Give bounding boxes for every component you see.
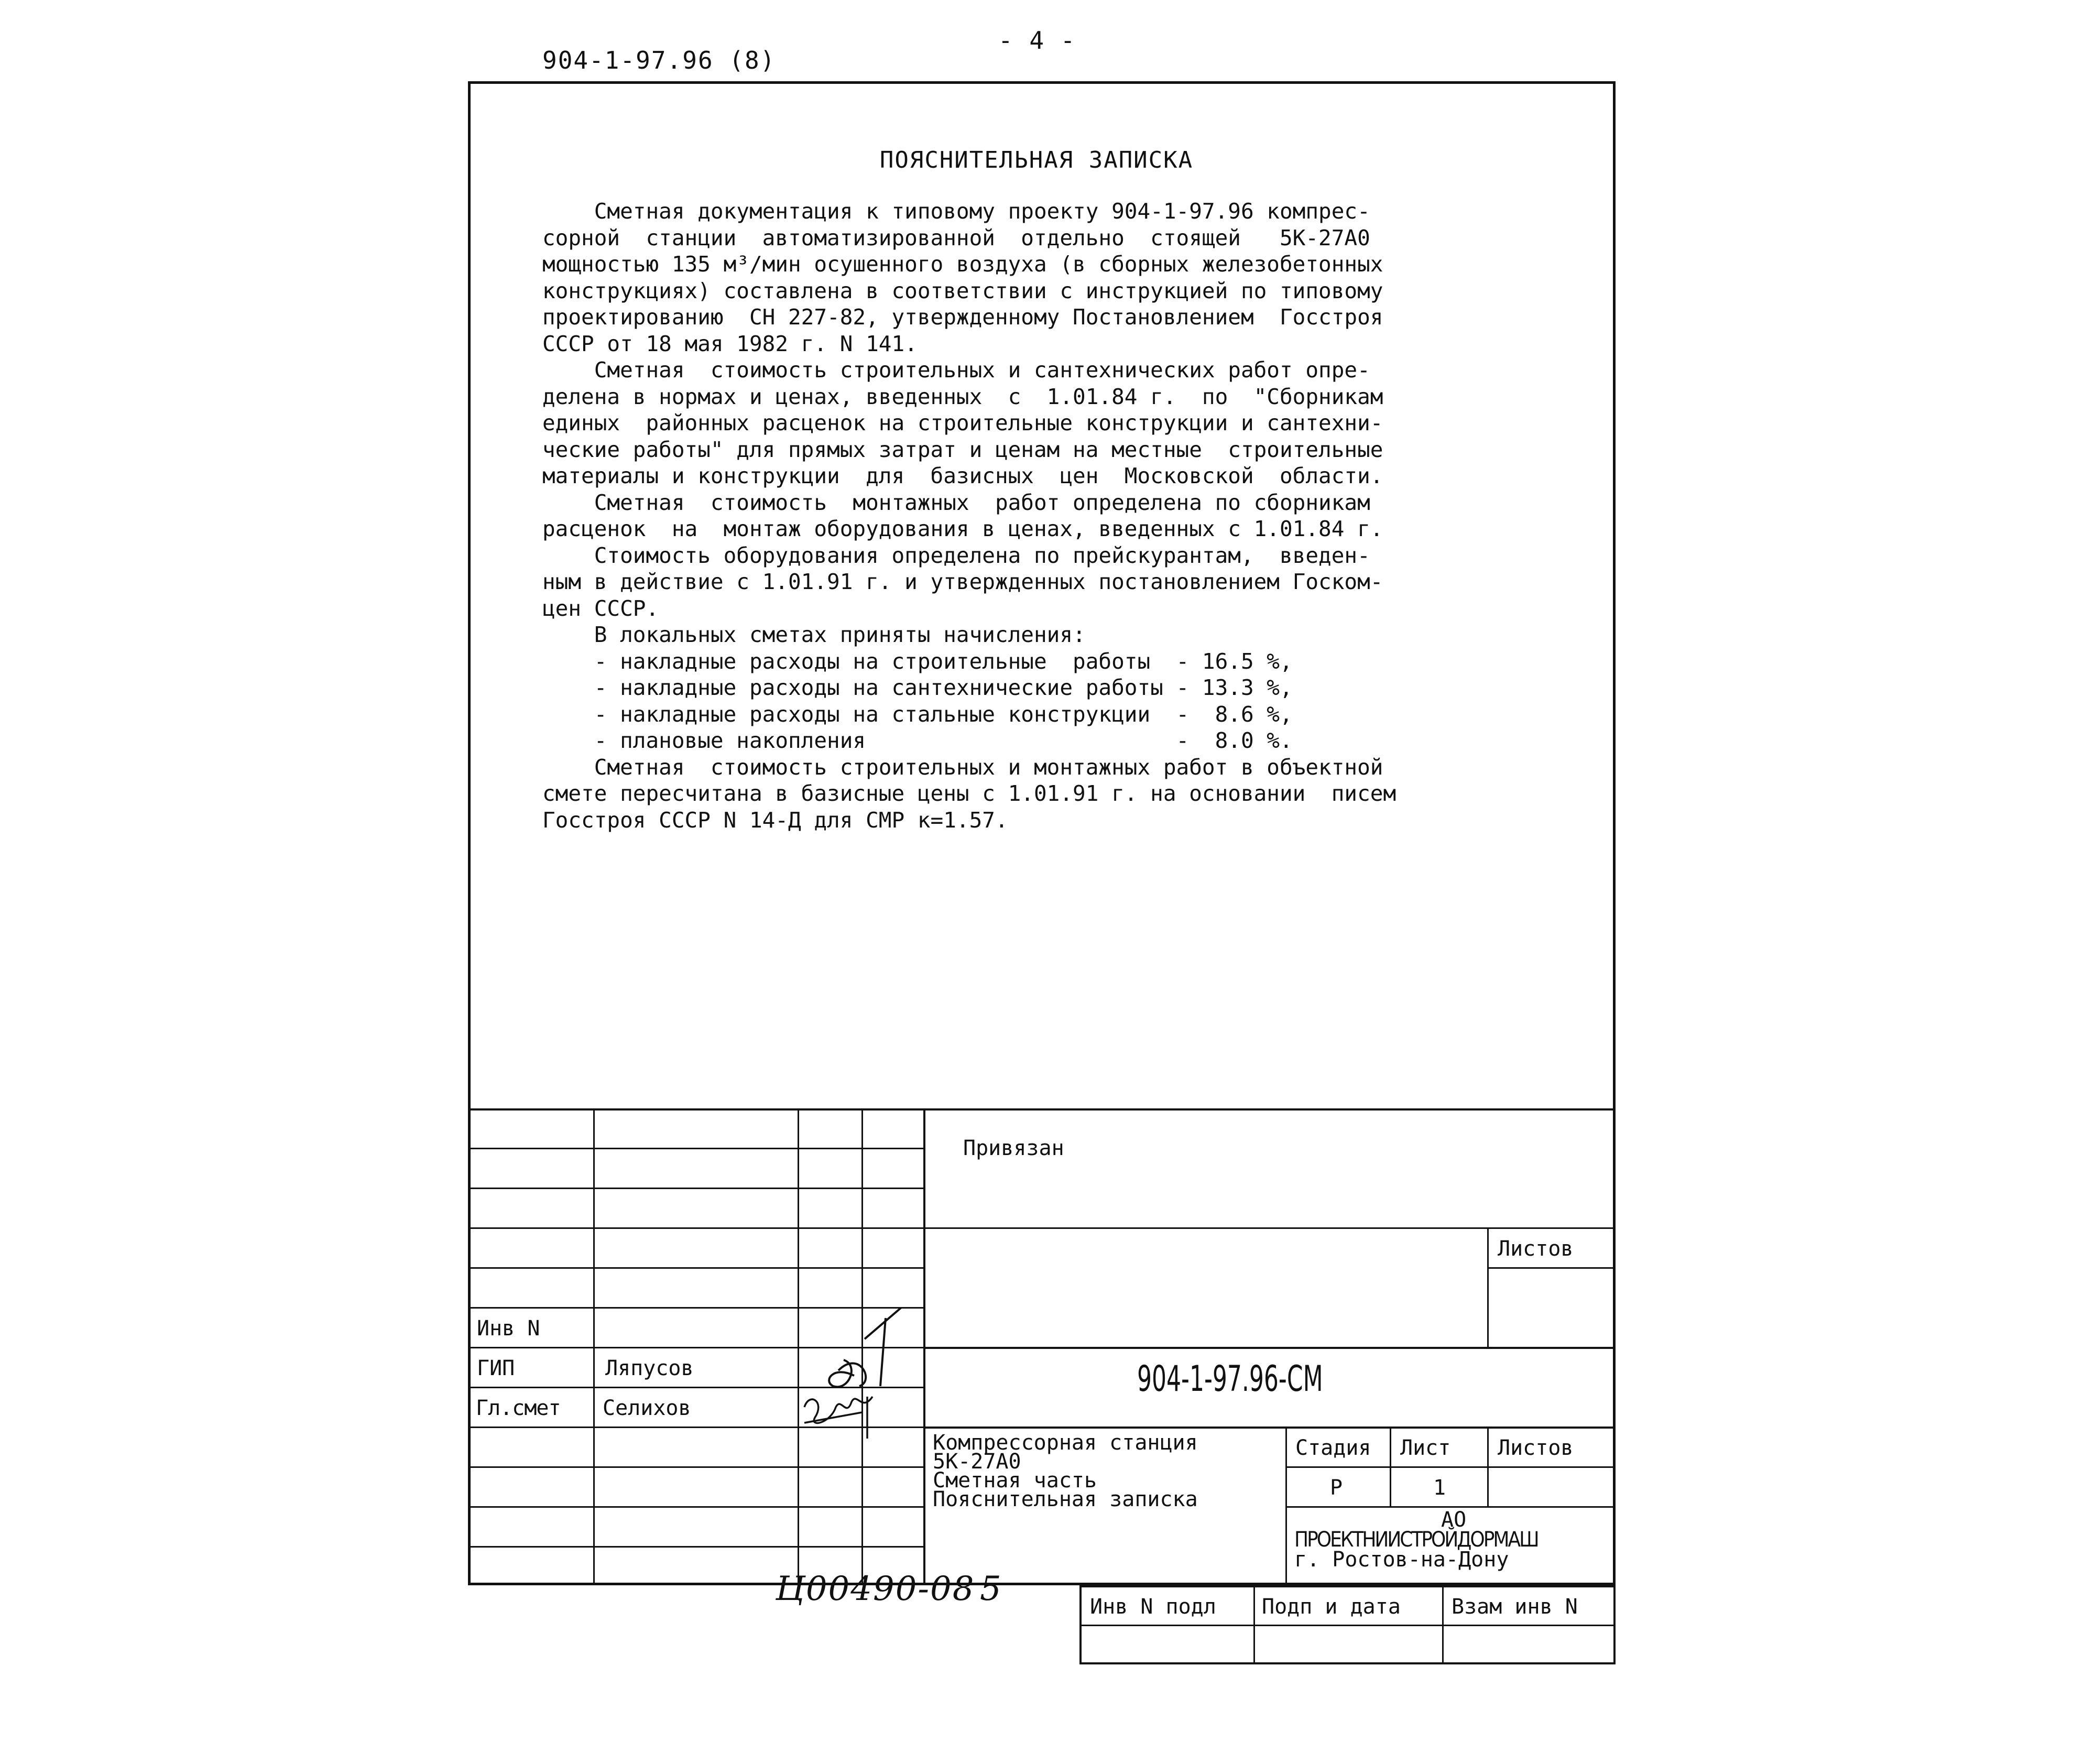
stamp-row-line [468,1227,924,1229]
body-line: - накладные расходы на сантехнические работы - 13.3 %, [542,675,1293,700]
stamp-col-line [1487,1427,1489,1507]
inv-block-line [1613,1585,1616,1664]
sheet-count-handwritten: 5 [980,1570,1001,1608]
object-name-line: Пояснительная записка [933,1487,1198,1511]
body-line: единых районных расценок на строительные конструкции и сантехни- [542,410,1383,435]
body-line: ческие работы" для прямых затрат и ценам на местные строительные [542,437,1383,462]
body-line: Сметная стоимость строительных и монтажных работ в объектной [542,754,1383,780]
body-line: В локальных сметах приняты начисления: [542,622,1086,647]
organization-line: АО [1441,1508,1467,1532]
inv-block-line [1079,1662,1616,1664]
stamp-row-line [468,1267,924,1269]
document-designation: 904-1-97.96-СМ [1137,1358,1323,1400]
organization-city: г. Ростов-на-Дону [1294,1548,1509,1572]
inventory-original-label: Инв N подл [1090,1595,1216,1619]
chief-engineer-name: Ляпусов [605,1356,694,1380]
body-line: смете пересчитана в базисные цены с 1.01.91 г. на основании писем [542,781,1396,806]
body-line: делена в нормах и ценах, введенных с 1.01.84 г. по "Сборникам [542,384,1383,409]
signature-glsmet [799,1386,878,1439]
stamp-row-line [923,1347,1616,1349]
stamp-row-line [1487,1267,1616,1269]
body-line: СССР от 18 мая 1982 г. N 141. [542,331,918,356]
stamp-col-line [1487,1227,1489,1348]
inv-block-line [1253,1585,1255,1664]
body-line: цен СССР. [542,595,659,621]
object-name-line: Сметная часть [933,1468,1097,1493]
body-line: конструкциях) составлена в соответствии с инструкцией по типовому [542,278,1383,303]
document-number: 904-1-97.96 (8) [542,46,776,74]
sheets-total-label: Листов [1498,1436,1574,1460]
stamp-row-line [468,1466,924,1468]
inv-block-line [1079,1625,1616,1626]
body-line: сорной станции автоматизированной отдельно стоящей 5К-27А0 [542,225,1370,251]
stamp-row-line [923,1227,1616,1229]
body-line: - накладные расходы на стальные конструкции - 8.6 %, [542,701,1293,727]
body-line: расценок на монтаж оборудования в ценах, введенных с 1.01.84 г. [542,516,1383,541]
archive-code: Ц00490-08 [776,1570,975,1608]
stamp-row-line [1285,1466,1616,1468]
body-line: материалы и конструкции для базисных цен Московской области. [542,463,1383,488]
stamp-col-line [1390,1427,1391,1507]
stamp-row-line [468,1506,924,1508]
object-name-line: 5К-27А0 [933,1450,1021,1474]
inv-block-line [1442,1585,1444,1664]
explanatory-note-body [542,198,1572,833]
replaced-inventory-label: Взам инв N [1452,1595,1578,1619]
body-line: проектированию СН 227-82, утвержденному Постановлением Госстроя [542,304,1383,330]
stamp-row-line [468,1546,924,1548]
stamp-border-top [468,1108,1616,1110]
body-line: Сметная стоимость монтажных работ определена по сборникам [542,489,1370,515]
sheets-total-label-top: Листов [1498,1237,1574,1261]
privyazan-label: Привязан [963,1136,1064,1160]
sheet-value: 1 [1433,1476,1446,1500]
stage-value: Р [1330,1476,1343,1500]
body-line: ным в действие с 1.01.91 г. и утвержденных постановлением Госком- [542,569,1383,594]
inv-block-line [1079,1585,1616,1587]
stamp-row-line [468,1188,924,1189]
inv-block-line [1079,1585,1082,1664]
organization-name: ПРОЕКТНИИСТРОЙДОРМАШ [1294,1528,1538,1552]
chief-estimator-name: Селихов [603,1396,691,1420]
chief-engineer-role: ГИП [477,1356,515,1380]
stamp-row-line [923,1427,1616,1429]
sheet-label: Лист [1400,1436,1451,1460]
stamp-col-line [1285,1427,1287,1585]
page-number: - 4 - [998,26,1076,55]
stage-label: Стадия [1295,1436,1371,1460]
stamp-row-line [468,1148,924,1149]
signature-date-label: Подп и дата [1262,1595,1401,1619]
inventory-number-label: Инв N [477,1316,540,1341]
body-line: - плановые накопления - 8.0 %. [542,728,1293,753]
body-line: мощностью 135 м³/мин осушенного воздуха (в сборных железобетонных [542,252,1383,277]
object-name-line: Компрессорная станция [933,1431,1198,1455]
chief-estimator-role: Гл.смет [476,1396,561,1420]
body-line: Стоимость оборудования определена по прейскурантам, введен- [542,542,1370,568]
signature-gip [802,1308,907,1391]
body-line: Сметная документация к типовому проекту 904-1-97.96 компрес- [542,199,1370,224]
body-line: Госстроя СССР N 14-Д для СМР к=1.57. [542,807,1008,833]
body-line: - накладные расходы на строительные работы - 16.5 %, [542,648,1293,674]
body-line: Сметная стоимость строительных и сантехнических работ опре- [542,357,1370,383]
page-title: ПОЯСНИТЕЛЬНАЯ ЗАПИСКА [879,147,1194,173]
